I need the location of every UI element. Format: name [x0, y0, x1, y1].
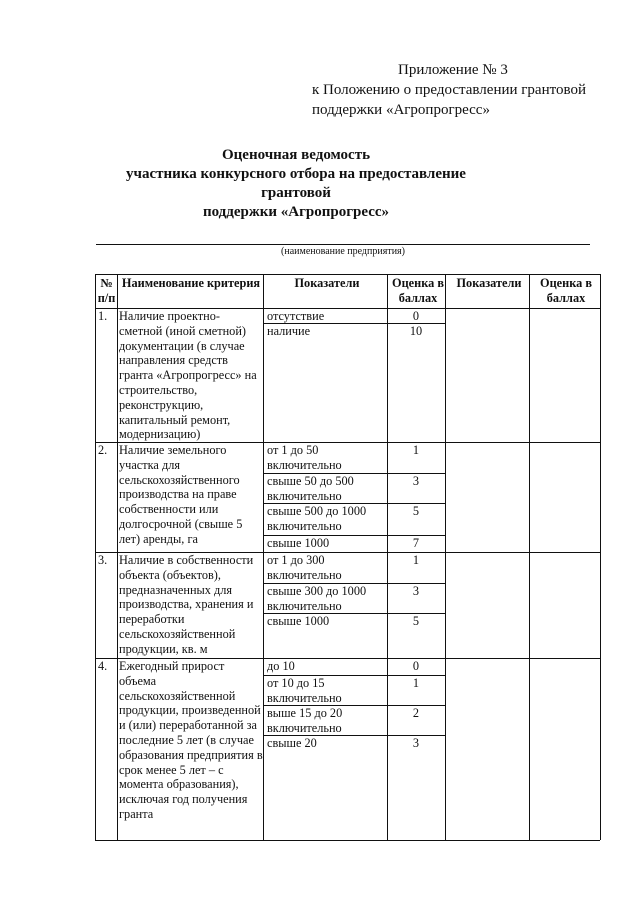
evaluation-table: [95, 274, 600, 840]
score-value: 5: [412, 614, 420, 628]
column-border: [529, 274, 530, 840]
criterion-name: Ежегодный прирост объема сельскохозяйственной продукции, произведенной и (или) переработанной за последние 5 лет (в случае образования предприятия в срок менее 5 лет – с момента образования), исключая год получения гранта: [119, 659, 263, 821]
row-border: [95, 840, 600, 841]
header-num: № п/п: [97, 276, 116, 305]
score-value: 3: [412, 584, 420, 598]
indicator-value: свыше 1000: [267, 614, 330, 628]
indicator-value: свыше 50 до 500 включительно: [267, 474, 354, 503]
column-border: [95, 274, 96, 840]
title-line: грантовой: [261, 185, 331, 201]
indicator-value: от 1 до 50 включительно: [267, 443, 342, 472]
enterprise-name-caption: (наименование предприятия): [281, 246, 405, 257]
annex-header: [312, 60, 612, 120]
score-value: 10: [409, 324, 423, 338]
annex-program: поддержки «Агропрогресс»: [312, 102, 490, 118]
column-border: [263, 274, 264, 840]
header-score: Оценка в баллах: [392, 276, 444, 305]
score-value: 3: [412, 736, 420, 750]
criterion-name: Наличие земельного участка для сельскохозяйственного производства на праве собственности или долгосрочной (свыше 5 лет) аренды, га: [119, 443, 243, 546]
indicator-value: наличие: [267, 324, 311, 338]
column-border: [600, 274, 601, 840]
score-value: 2: [412, 706, 420, 720]
indicator-value: свыше 300 до 1000 включительно: [267, 584, 367, 613]
header-score-2: Оценка в баллах: [540, 276, 592, 305]
score-value: 0: [412, 309, 420, 323]
score-value: 7: [412, 536, 420, 550]
column-border: [117, 274, 118, 840]
header-criterion: Наименование критерия: [121, 276, 261, 290]
column-border: [445, 274, 446, 840]
document-title: [96, 146, 496, 222]
score-value: 0: [412, 659, 420, 673]
score-value: 3: [412, 474, 420, 488]
row-border: [95, 274, 600, 275]
header-indicators-2: Показатели: [456, 276, 522, 290]
indicator-value: отсутствие: [267, 309, 325, 323]
score-value: 1: [412, 443, 420, 457]
row-number: 1.: [98, 309, 108, 323]
criterion-name: Наличие проектно-сметной (иной сметной) документации (в случае направления средств гранта «Агропрогресс» на строительство, реконструкцию, капитальный ремонт, модернизацию): [119, 309, 257, 442]
annex-number: Приложение № 3: [398, 62, 508, 78]
criterion-name: Наличие в собственности объекта (объектов), предназначенных для производства, хранения и переработки сельскохозяйственной продукции, кв. м: [119, 553, 254, 656]
score-value: 1: [412, 676, 420, 690]
indicator-value: от 10 до 15 включительно: [267, 676, 342, 705]
indicator-value: свыше 500 до 1000 включительно: [267, 504, 367, 533]
score-value: 1: [412, 553, 420, 567]
indicator-value: до 10: [267, 659, 295, 673]
indicator-value: свыше 1000: [267, 536, 330, 550]
title-line: участника конкурсного отбора на предоставление: [126, 166, 466, 182]
row-number: 2.: [98, 443, 108, 457]
indicator-value: от 1 до 300 включительно: [267, 553, 342, 582]
row-number: 4.: [98, 659, 108, 673]
indicator-value: свыше 20: [267, 736, 317, 750]
annex-reference: к Положению о предоставлении грантовой: [312, 82, 586, 98]
title-line: Оценочная ведомость: [221, 147, 371, 163]
enterprise-name-line: [96, 244, 590, 245]
header-indicators: Показатели: [294, 276, 360, 290]
row-number: 3.: [98, 553, 108, 567]
indicator-value: выше 15 до 20 включительно: [267, 706, 343, 735]
score-value: 5: [412, 504, 420, 518]
title-line: поддержки «Агропрогресс»: [202, 204, 390, 220]
